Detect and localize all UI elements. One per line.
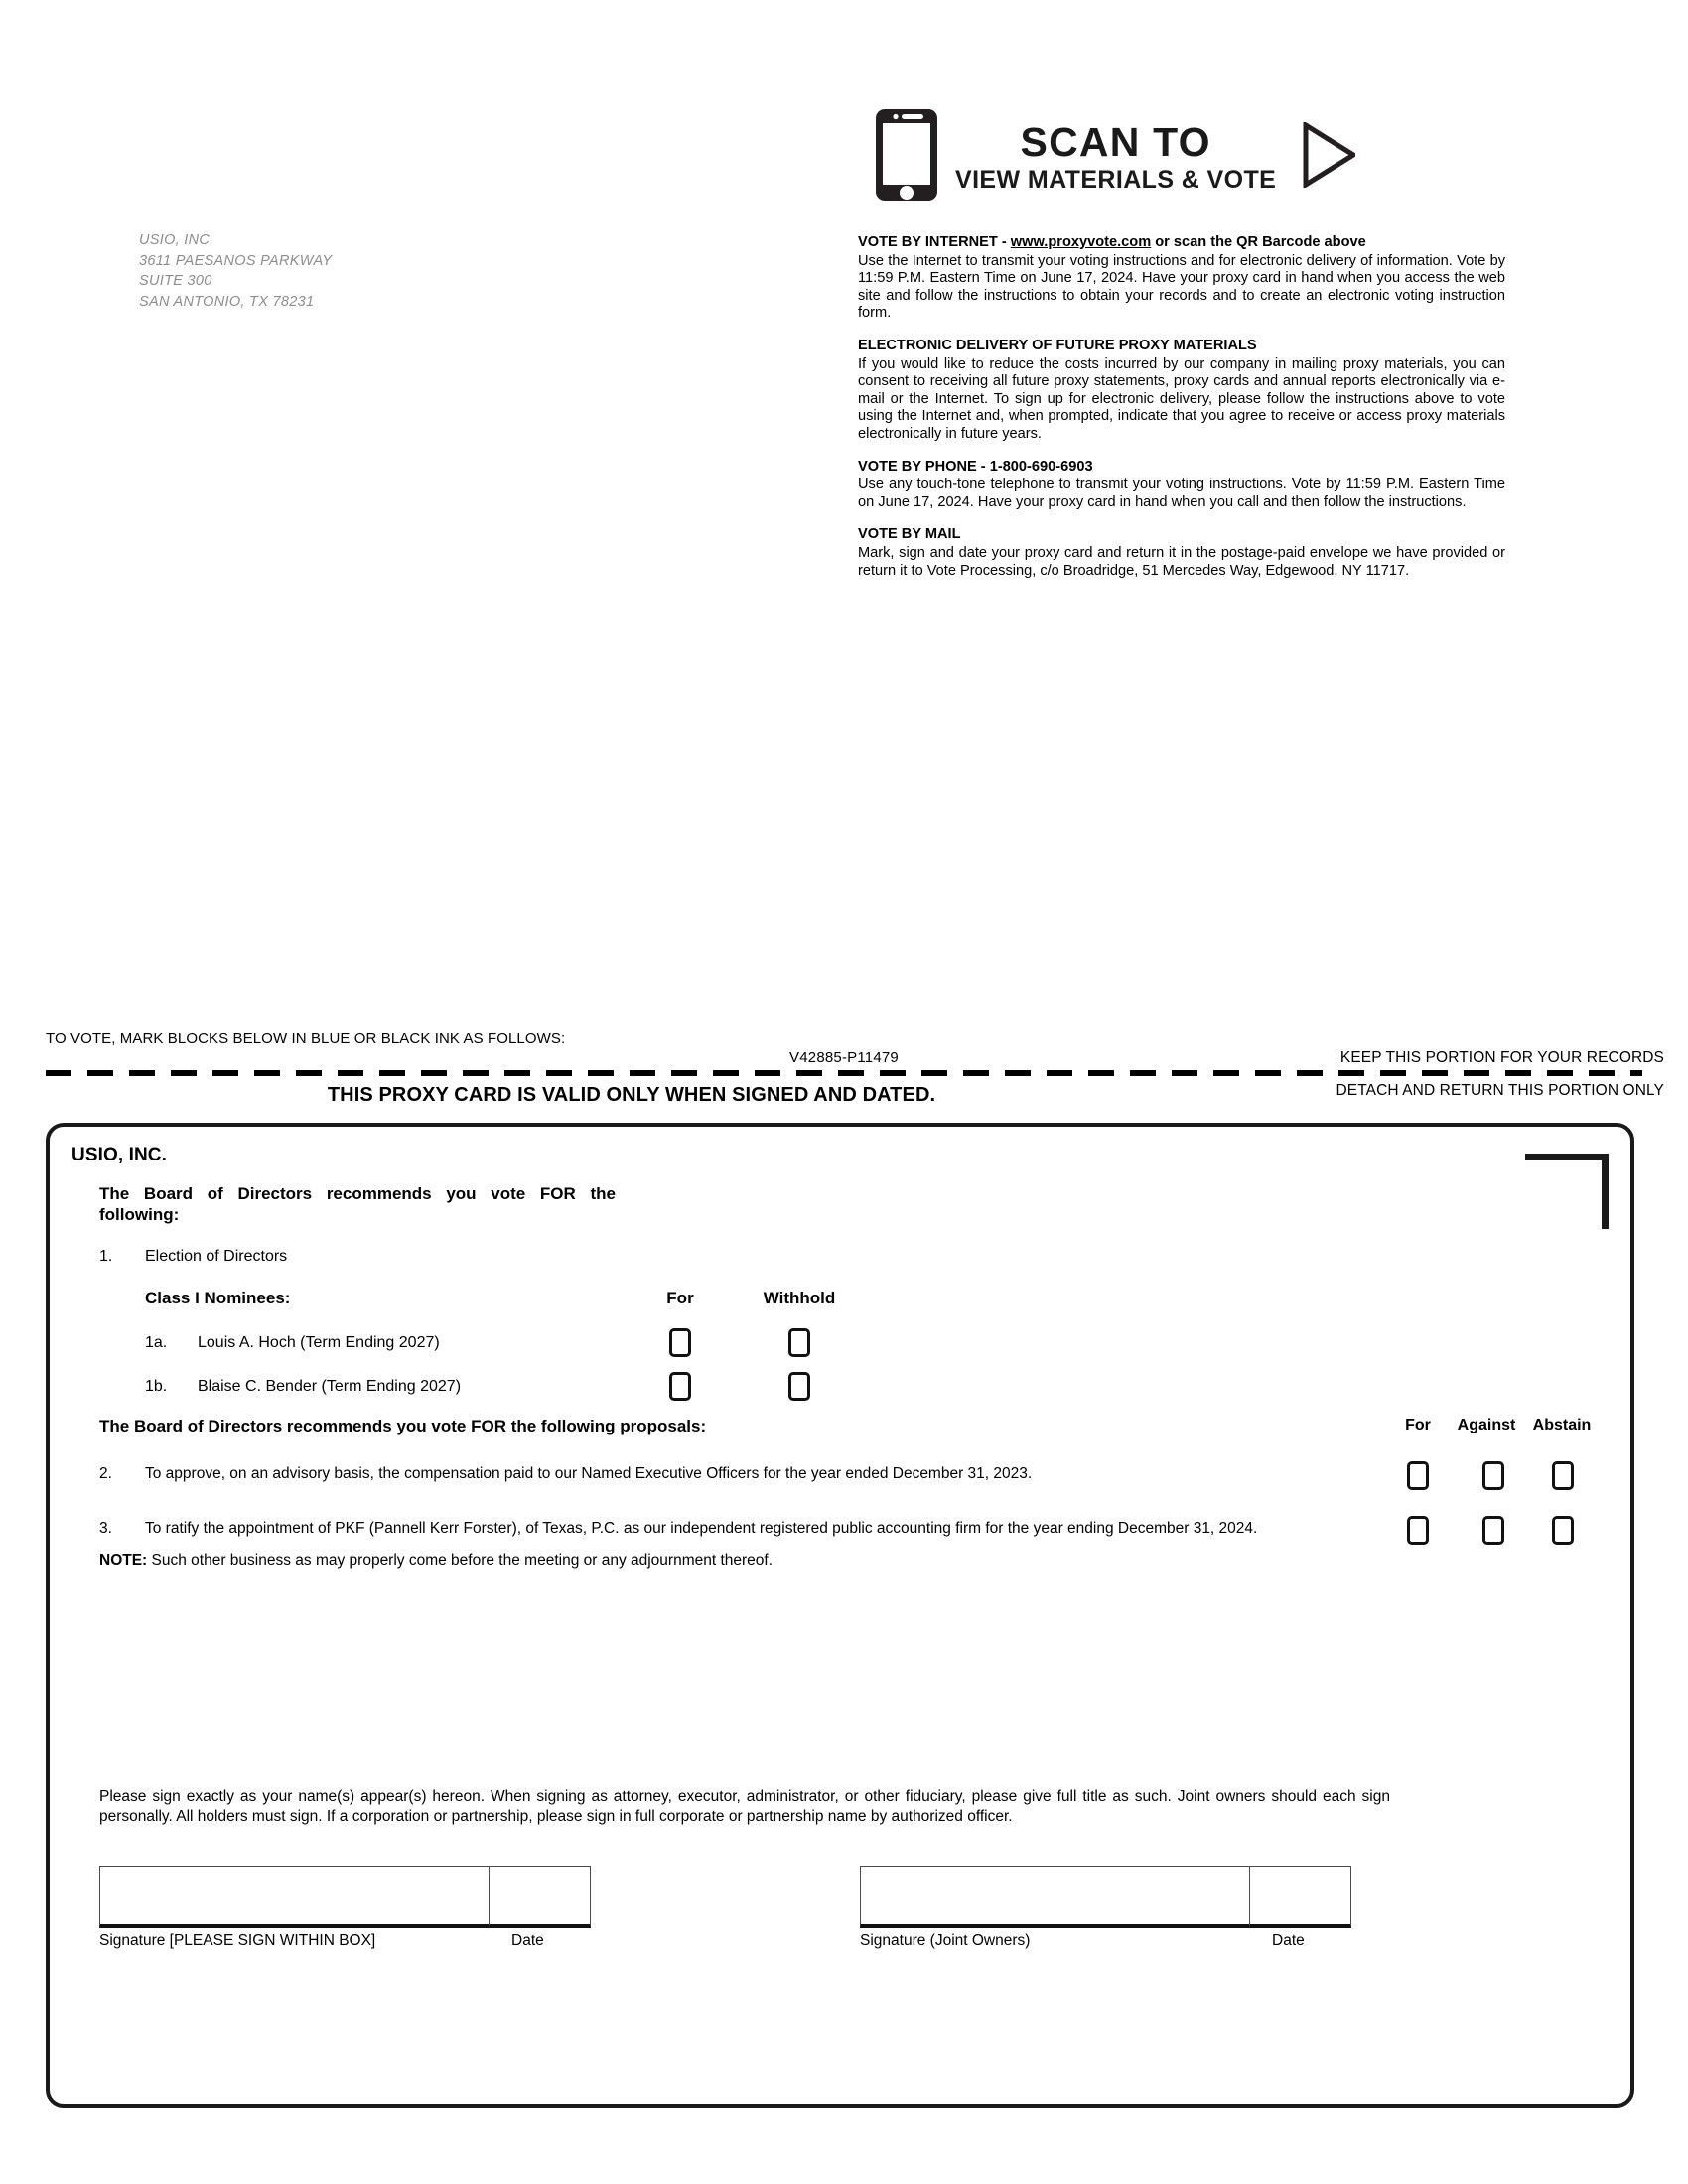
control-number: V42885-P11479 — [789, 1049, 899, 1066]
proposal-column-for: For — [1405, 1417, 1431, 1433]
vote-by-internet-heading — [858, 234, 1505, 252]
detach-portion-label: DETACH AND RETURN THIS PORTION ONLY — [1336, 1082, 1664, 1099]
board-recommendation-directors: The Board of Directors recommends you vote FOR the following: — [99, 1184, 616, 1224]
proposal-column-abstain: Abstain — [1532, 1417, 1592, 1433]
proxy-card-validity-notice: THIS PROXY CARD IS VALID ONLY WHEN SIGNED AND DATED. — [327, 1084, 936, 1106]
signature-instructions: Please sign exactly as your name(s) appear(s) hereon. When signing as attorney, executor, administrator, or other fiduciary, please give full title as such. Joint owners should each sign personally. All holders must sign. If a corporation or partnership, please sign in full corporate or partnership name by authorized officer. — [99, 1788, 1390, 1825]
vote-by-phone-body: Use any touch-tone telephone to transmit your voting instructions. Vote by 11:59 P.M. Eastern Time on June 17, 2024. Have your proxy card in hand when you call and then follow the instructions. — [858, 477, 1505, 510]
vote-by-phone-section — [858, 459, 1505, 512]
vote-by-mail-body: Mark, sign and date your proxy card and return it in the postage-paid envelope we have provided or return it to Vote Processing, c/o Broadridge, 51 Mercedes Way, Edgewood, NY 11717. — [858, 544, 1505, 579]
signature-primary-date-input[interactable] — [490, 1866, 591, 1928]
nominee-1a-for-checkbox[interactable] — [669, 1328, 691, 1357]
electronic-delivery-heading: ELECTRONIC DELIVERY OF FUTURE PROXY MATERIALS — [858, 337, 1257, 353]
proposal-3-for-checkbox[interactable] — [1407, 1516, 1429, 1545]
proposal-3-against-checkbox[interactable] — [1482, 1516, 1504, 1545]
mark-blocks-instruction: TO VOTE, MARK BLOCKS BELOW IN BLUE OR BLACK INK AS FOLLOWS: — [46, 1030, 566, 1047]
address-line-street: 3611 PAESANOS PARKWAY — [139, 252, 333, 269]
registration-corner-mark — [1525, 1154, 1609, 1229]
vote-by-internet-heading-post: or scan the QR Barcode above — [1151, 234, 1366, 250]
nominee-1b-for-checkbox[interactable] — [669, 1372, 691, 1401]
proxyvote-url-link[interactable]: www.proxyvote.com — [1010, 234, 1152, 250]
proposal-2-against-checkbox[interactable] — [1482, 1461, 1504, 1490]
proposal-2-abstain-checkbox[interactable] — [1552, 1461, 1574, 1490]
vote-by-internet-section — [858, 234, 1505, 323]
scan-banner-line1: SCAN TO — [1020, 119, 1211, 165]
signature-joint-group — [860, 1866, 1351, 1949]
class-i-nominees-label: Class I Nominees: — [145, 1289, 291, 1307]
mobile-phone-icon — [874, 107, 939, 207]
scan-banner-text — [955, 119, 1277, 194]
proposal-3-number: 3. — [99, 1520, 112, 1537]
nominee-column-withhold: Withhold — [763, 1289, 836, 1307]
scan-banner-line2: VIEW MATERIALS & VOTE — [955, 166, 1277, 194]
proposal-3-abstain-checkbox[interactable] — [1552, 1516, 1574, 1545]
nominee-1b-number: 1b. — [145, 1378, 168, 1395]
proposal-1-label: Election of Directors — [145, 1248, 288, 1265]
proposal-3-text: To ratify the appointment of PKF (Pannell Kerr Forster), of Texas, P.C. as our independent registered public accounting firm for the year ending December 31, 2024. — [145, 1520, 1258, 1537]
signature-primary-input[interactable] — [99, 1866, 490, 1928]
proposal-2-number: 2. — [99, 1465, 112, 1482]
signature-joint-caption: Signature (Joint Owners) — [860, 1932, 1031, 1949]
keep-portion-label: KEEP THIS PORTION FOR YOUR RECORDS — [1339, 1049, 1664, 1066]
note-text: Such other business as may properly come before the meeting or any adjournment thereof. — [147, 1552, 774, 1569]
vote-by-internet-heading-pre: VOTE BY INTERNET - — [858, 234, 1011, 250]
signature-joint-date-caption: Date — [1272, 1932, 1305, 1949]
other-business-note — [99, 1552, 773, 1570]
signature-joint-date-input[interactable] — [1250, 1866, 1351, 1928]
nominee-1b-name: Blaise C. Bender (Term Ending 2027) — [198, 1378, 462, 1395]
vote-by-internet-body: Use the Internet to transmit your voting instructions and for electronic delivery of information. Vote by 11:59 P.M. Eastern Time on June 17, 2024. Have your proxy card in hand when you access the web site and follow the instructions to obtain your records and to create an electronic voting instruction form. — [858, 252, 1505, 322]
detach-dashed-line — [46, 1070, 1642, 1076]
play-triangle-icon — [1302, 122, 1355, 193]
nominee-1a-number: 1a. — [145, 1334, 168, 1351]
proposal-2-for-checkbox[interactable] — [1407, 1461, 1429, 1490]
electronic-delivery-section — [858, 338, 1505, 444]
ballot-company-name: USIO, INC. — [71, 1145, 168, 1165]
note-label: NOTE: — [99, 1552, 148, 1569]
vote-by-phone-heading: VOTE BY PHONE - 1-800-690-6903 — [858, 458, 1093, 475]
address-line-suite: SUITE 300 — [139, 273, 212, 289]
signature-primary-group — [99, 1866, 591, 1949]
proxy-ballot-card — [46, 1123, 1634, 2108]
voting-instructions — [858, 234, 1505, 580]
nominee-1a-name: Louis A. Hoch (Term Ending 2027) — [198, 1334, 440, 1351]
signature-primary-caption: Signature [PLEASE SIGN WITHIN BOX] — [99, 1932, 376, 1949]
nominee-1b-withhold-checkbox[interactable] — [788, 1372, 810, 1401]
nominee-1a-withhold-checkbox[interactable] — [788, 1328, 810, 1357]
signature-joint-input[interactable] — [860, 1866, 1250, 1928]
proposal-column-against: Against — [1457, 1417, 1516, 1433]
address-line-company: USIO, INC. — [139, 232, 214, 248]
vote-by-mail-section — [858, 526, 1505, 580]
electronic-delivery-body: If you would like to reduce the costs incurred by our company in mailing proxy materials, you can consent to receiving all future proxy statements, proxy cards and annual reports electronically via e-mail or the Internet. To sign up for electronic delivery, please follow the instructions above to vote using the Internet and, when prompted, indicate that you agree to receive or access proxy materials electronically in future years. — [858, 355, 1505, 442]
mailing-address — [139, 230, 332, 312]
address-line-city: SAN ANTONIO, TX 78231 — [139, 293, 315, 310]
nominee-column-for: For — [666, 1289, 694, 1307]
board-recommendation-proposals: The Board of Directors recommends you vote FOR the following proposals: — [99, 1417, 707, 1435]
signature-primary-date-caption: Date — [511, 1932, 544, 1949]
proposal-1-number: 1. — [99, 1248, 113, 1265]
vote-by-mail-heading: VOTE BY MAIL — [858, 526, 961, 543]
scan-to-vote-banner — [874, 107, 1355, 207]
proposal-2-text: To approve, on an advisory basis, the compensation paid to our Named Executive Officers for the year ended December 31, 2023. — [145, 1465, 1033, 1482]
